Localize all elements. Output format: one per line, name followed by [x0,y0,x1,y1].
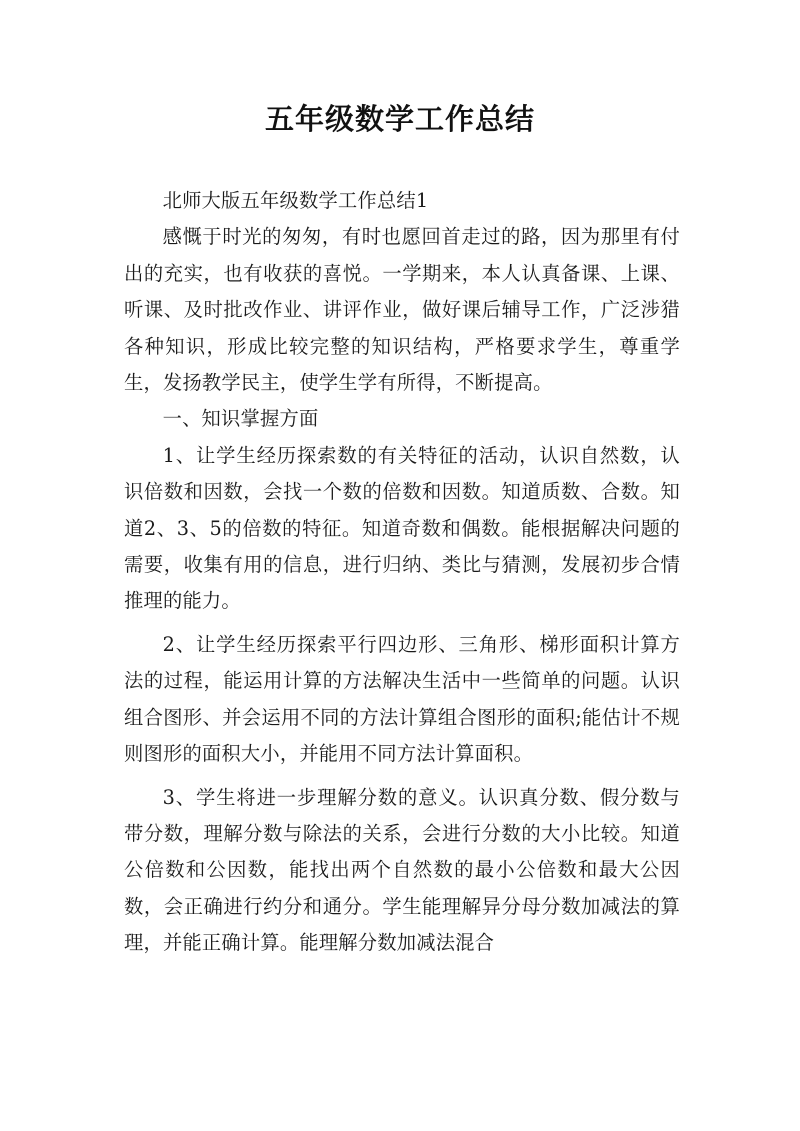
document-title: 五年级数学工作总结 [264,102,535,136]
intro-paragraph: 感慨于时光的匆匆，有时也愿回首走过的路，因为那里有付出的充实，也有收获的喜悦。一学期来，本人认真备课、上课、听课、及时批改作业、讲评作业，做好课后辅导工作，广泛涉猎各种知识，形成比较完整的知识结构，严格要求学生，尊重学生，发扬教学民主，使学生学有所得，不断提高。 [124,225,680,395]
point-1-paragraph: 1、让学生经历探索数的有关特征的活动，认识自然数，认识倍数和因数，会找一个数的倍数和因数。知道质数、合数。知道2、3、5的倍数的特征。知道奇数和偶数。能根据解决问题的需要，收集有用的信息，进行归纳、类比与猜测，发展初步合情推理的能力。 [124,443,680,613]
document-body [124,183,680,962]
point-3-paragraph: 3、学生将进一步理解分数的意义。认识真分数、假分数与带分数，理解分数与除法的关系，会进行分数的大小比较。知道公倍数和公因数，能找出两个自然数的最小公倍数和最大公因数，会正确进行约分和通分。学生能理解异分母分数加减法的算理，并能正确计算。能理解分数加减法混合 [124,785,680,955]
section-heading: 一、知识掌握方面 [162,407,319,431]
point-2-paragraph: 2、让学生经历探索平行四边形、三角形、梯形面积计算方法的过程，能运用计算的方法解决生活中一些简单的问题。认识组合图形、并会运用不同的方法计算组合图形的面积;能估计不规则图形的面积大小，并能用不同方法计算面积。 [124,632,680,766]
subtitle-paragraph: 北师大版五年级数学工作总结1 [162,189,429,212]
